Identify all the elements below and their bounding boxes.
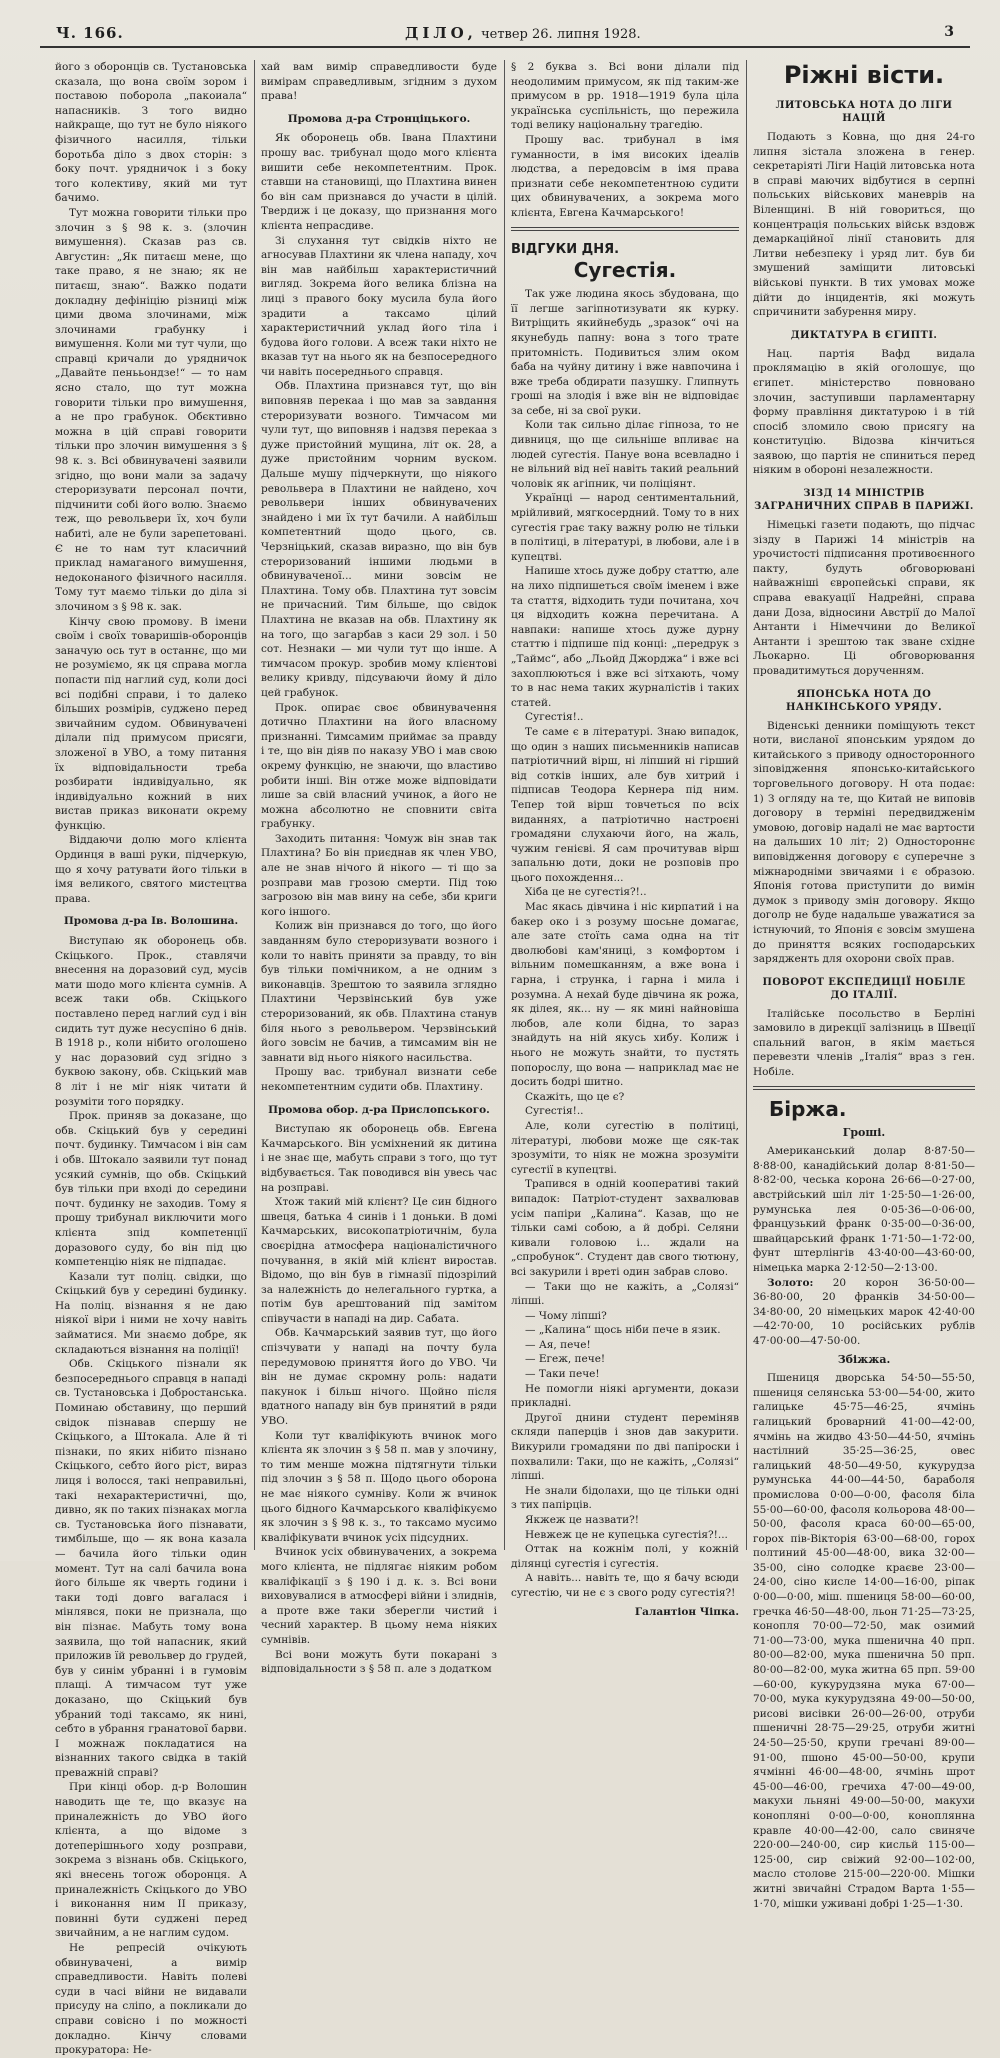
paragraph: А навіть... навіть те, що я бачу всюди сугестію, чи не є з свого роду сугестія?!: [511, 1572, 739, 1599]
paragraph: Прошу вас. трибунал в імя гуманности, в імя високих ідеалів людства, а передовсім в імя права признати себе некомпетентною судити цих обвинувачених, а зокрема мого клієнта, Евгена Качмарського!: [511, 133, 739, 219]
paragraph: Нац. партія Вафд видала проклямацію в якій оголошує, що єгипет. міністерство повновано злочин, заступивши парламентарну форму правління диктатурою і в тій спосіб зломило свою присягу на конституцію. Відозва кінчиться заявою, що партія не спиниться перед ніяким в обороні незалежности.: [753, 347, 975, 477]
paragraph: Подають з Ковна, що дня 24-го липня зістала зложена в генер. секретаріяті Ліги Націй литовська нота в справі маючих відбутися в серпні польських військових маневрів на Віленщині. В ній говориться, що концентрація польських військ вздовж демаркаційної лінії становить для Литви небезпеку і уряд лит. був би змушений заміщити литовські військові пункти. В тих умовах може дійти до інцидентів, які можуть спричинити забурення миру.: [753, 131, 975, 319]
column-rule: [746, 60, 747, 1550]
paragraph: § 2 буква з. Всі вони ділали під неодолимим примусом, як під таким-же примусом в рр. 1918—1919 була ціла українська суспільність, що пережила тоді велику національну трагедію.: [511, 61, 739, 132]
paragraph: Не знали бідолахи, що це тільки одні з тих папірців.: [511, 1484, 739, 1512]
gold-values: 20 корон 36·50·00—36·80·00, 20 франків 34·50·00—34·80·00, 20 німецьких марок 42·40·00—42·70·00, 10 російських рублів 47·00·00—47·50·00.: [753, 1276, 975, 1347]
paragraph: Скажіть, що це є?: [525, 1090, 625, 1103]
paragraph: Прок. приняв за доказане, що обв. Скіцький був у середині почт. будинку. Тимчасом і він сам і обв. Штокало заявили тут понад усякий сумнів, що обв. Скіцький був тільки при вході до середини почт. будинку не заходив. Тому я прошу трибунал виключити мого клієнта зпід компетенції доразового суду, бо він під цю компетенцію ніяк не підпадає.: [55, 1110, 247, 1269]
bourse-title: Біржа.: [769, 1096, 847, 1121]
paragraph: Не помогли ніякі аргументи, докази прикладні.: [511, 1382, 739, 1410]
news-headline: ЗІЗД 14 МІНІСТРІВ ЗАГРАНИЧНИХ СПРАВ В ПАРИЖІ.: [754, 488, 974, 513]
masthead-center: [405, 24, 641, 42]
paragraph: Колиж він признався до того, що його завданням було стероризувати возного і коли то навіть приняти за правду, то він був тільки помічником, а не одним з виконавців. Зрештою то заявила зглядно Плахтини Черзвінський був уже стероризований, як обв. Плахтина станув біля нього з револьвером. Черзвінський його зовсім не бачив, а тимсамим він не завнати від нього ніякого насильства.: [261, 920, 497, 1064]
dialogue-line: — Чому ліпші?: [525, 1309, 607, 1322]
section-heading: ВІДГУКИ ДНЯ.: [511, 241, 620, 257]
grain-heading: Збіжжа.: [837, 1352, 891, 1366]
column-3: [511, 60, 739, 1618]
news-headline: ПОВОРОТ ЕКСПЕДИЦІЇ НОБІЛЕ ДО ІТАЛІЇ.: [762, 976, 966, 1001]
paragraph: його з оборонців св. Тустановська сказала, що вона своїм зором і поставою поборола „пакоиала“ напасників. З того видно найкраще, що тут не було ніякого фізичного насилля, тільки боротьба діло з двох сторін: з боку почт. урядничок і з боку того колективу, який ми тут бачимо.: [55, 61, 247, 205]
author-signature: Галантіон Чіпка.: [634, 1605, 739, 1618]
paragraph: хай вам вимір справедливости буде вимірам справедливым, згідним з духом права!: [261, 61, 497, 103]
news-section-title: Ріжні вісти.: [783, 61, 945, 89]
paragraph: Обв. Качмарський заявив тут, що його спізчувати у нападі на почту була передумовою приняття його до УВО. Чи він не думає скромну роль: надати пакунок і більш нічого. Щойно після вдатного нападу він був принятий в ряди УВО.: [261, 1327, 497, 1428]
paragraph: Заходить питання: Чомуж він знав так Плахтина? Бо він приєднав як член УВО, але не знав нічого й нікого — ті що за розправи мав грозою смерти. Під тою загрозою він мав вину на себе, зби криги кого іншого.: [261, 832, 497, 918]
paragraph: Вчинок усіх обвинувачених, а зокрема мого клієнта, не підлягає ніяким робом кваліфікації з § 190 і д. к. з. Всі вони виховувалися в атмосфері війни і злиднів, а проте вже таки зберегли чистий і чесний характер. В цьому нема ніяких сумнівів.: [261, 1546, 497, 1646]
dialogue-line: — Таки що не кажіть, а „Солязі“ ліпші.: [511, 1280, 739, 1308]
paragraph: Віденські денники поміщують текст ноти, висланої японським урядом до китайського з приводу односторонного зіповідження японсько-китайського торговельного договору. Н ота подає: 1) З огляду на те, що Китай не виповів договору в терміні передвидженім умовою, договір надалі не має вартости на дальших 10 літ; 2) Одностороннє виповідження договору є суперечне з міжнародніми звичаями і є образою. Японія готова приступити до вимін думок з приводу змін договору. Якщо доголр не буде надальше уважатися за істнуючий, то Японія є зовсім змушена до приняття всяких господарських зарядженть для охорони своїх прав.: [753, 719, 975, 966]
gold-heading: Золото:: [767, 1276, 814, 1289]
paragraph: Казали тут поліц. свідки, що Скіцький був у середині будинку. На поліц. візнання я не даю ніякої віри і ними не хочу навіть займатися. Ми знаємо добре, як складаються візнання на поліції!: [55, 1270, 247, 1356]
news-headline: ЛИТОВСЬКА НОТА ДО ЛІГИ НАЦІЙ: [775, 100, 953, 124]
gold-rates: [753, 1276, 975, 1349]
paragraph: Виступаю як оборонець обв. Евгена Качмарського. Він усміхнений як дитина і не знає ще, мабуть справи з того, що тут відбувається. Так поводився він увесь час на розправі.: [261, 1123, 497, 1194]
column-rule: [254, 60, 255, 1550]
dialogue-line: — Ая, пече!: [525, 1338, 591, 1351]
paragraph: При кінці обор. д-р Волошин наводить ще те, що вказує на приналежність до УВО його клієнта, а що відоме з дотеперішнього ходу розправи, зокрема з візнань обв. Скіцького, які внесень тогож оборонця. А приналежність Скіцького до УВО і виконання ним II приказу, повинні бути суджені перед звичайним, а не наглим судом.: [55, 1781, 247, 1940]
paragraph: Кінчу свою промову. В імени своїм і своїх товаришів-оборонців заначую ось тут в останнє, що ми не розуміємо, як ця справа могла попасти під наглий суд, коли досі всі подібні справи, і то далеко більших розмірів, суджено перед звичайним судом. Обвинувачені ділали під примусом присяги, зложеної в УВО, а тому питання їх відповідальности треба розбирати індивідуально, як індивідуально кожний в них вистав приказ виконати окрему функцію.: [55, 615, 247, 832]
paragraph: Сугестія!..: [525, 1105, 584, 1118]
paragraph: Те саме є в літературі. Знаю випадок, що один з наших письменників написав патріотичний вірш, ні ліпший ні гірший від сотків інших, але був хитрий і підписав Теодора Кернера під ним. Тепер той вірш товчеться по всіх виданнях, а патріотично настроєні громадяни слухаючи його, на жаль, чужим генієві. Я сам прочитував вірш запальню доти, доки не розповів про цього похождення...: [511, 725, 739, 884]
paragraph: Якжеж це назвати?!: [525, 1514, 640, 1526]
section-divider: [511, 227, 739, 231]
paragraph: Виступаю як оборонець обв. Скіцького. Прок., ставлячи внесення на доразовий суд, мусів мати шодо мого клієнта сумнів. А всеж таки обв. Скіцького поставлено перед наглий суд і він сидить тут дуже несуспіно 6 днів. В 1918 р., коли нібито оголошено у нас доразовий суд згідно з буквою закону, обв. Скіцький мав 8 літ і не міг ніяк читати й розуміти того порядку.: [55, 935, 247, 1108]
paragraph: Напише хтось дуже добру статтю, але на лихо підпишеться своїм іменем і вже та стаття, відходить туди почитана, хоч ця відходить кожна перечитана. А навпаки: напише хтось дуже дурну статтю і підпише під конці: „передрук з „Таймс“, або „Льойд Джорджа“ і вже всі захоплюються і вже всі зітхають, чому то в нас нема таких журналістів і таких статей.: [511, 565, 739, 709]
page-number: 3: [944, 24, 954, 40]
section-divider: [753, 1086, 975, 1090]
masthead: [40, 22, 970, 48]
paragraph: Обв. Скіцького пізнали як безпосереднього справця в нападі св. Тустановська і Добростанська. Поминаю обставину, що перший свідок пізнавав спершу не Скіцького, а Штокала. Але й ті пізнаки, по яких нібито пізнано Скіцького, себто його ріст, вираз лиця і волосся, такі неправильні, такі нехарактеристичні, що, дивно, як по таких пізнаках могла св. Тустановська його пізнавати, тимбільше, що — як вона казала — бачила його тільки один момент. Тут на салі бачила вона його більше як чверть години і таки тоді довго вагалася і мінлявся, поки не признала, що він пізнає. Мабуть тому вона заявила, що той напасник, який приложив їй револьвер до грудей, був у синім убранні і в гумовім плащі. А тимчасом тут уже доказано, що Скіцький був убраний тоді таксамо, як нині, себто в убрання гранатової барви. І можнаж покладатися на візнанних такого свідка в такій преважній справі?: [55, 1358, 247, 1779]
dialogue-line: — Таки пече!: [525, 1368, 600, 1381]
speech-heading: Промова обор. д-ра Прислопського.: [268, 1103, 490, 1116]
paragraph: Зі слухання тут свідків ніхто не агносував Плахтини як члена нападу, хоч він мав найбільш характеристичний вигляд. Зокрема його велика блізна на лиці з правого боку мусила була його зрадити а таксамо цілий характеристичний уклад його тіла і будова його голови. А всеж таки ніхто не вказав тут на нього як на безпосередного чи навіть посереднього справця.: [261, 234, 497, 378]
paragraph: Не репресій очікують обвинувачені, а вимір справедливости. Навіть полеві суди в часі війни не видавали присуду на сліпо, а покликали до справи совісно і по можності докладно. Кінчу словами прокуратора: Не-: [55, 1942, 247, 2057]
paragraph: Німецькі газети подають, що підчас зізду в Парижі 14 міністрів на урочистості підписання противоєнного пакту, будуть обговорювані найважніші європейські справи, як справа евакуації Надрейні, справа дани Доза, відносини Австрії до Малої Антанти і Німеччини до Великої Антанти і зрештою так зване східне Льокарно. Ці обговорювання провадитимуться дорученням.: [753, 519, 975, 677]
exchange-rates: Американський долар 8·87·50—8·88·00, канадійський долар 8·81·50—8·82·00, чеська корона 26·66—0·27·00, австрійський шіл літ 1·25·50—1·26·00, румунська лея 0·05·36—0·06·00, французький франк 0·35·00—0·36·00, швайцарський франк 1·71·50—1·72·00, фунт штерлінгів 43·40·00—43·60·00, німецька марка 2·12·50—2·13·00.: [753, 1145, 975, 1274]
paragraph: Мас якась дівчина і ніс кирпатий і на бакер око і з розуму шосьнe домагає, але зате стоїть сама одна на тіт дволюбові кам'яниці, з комфортом і вільним помешканням, а вже вона і гарна, і струнка, і гарна і мила і розумна. А нехай буде дівчина як рожа, як ділея, як... ну — як мині найновіша любов, але коли бідна, то зараз знайдуть на ній якусь хибу. Колиж і нього не можуть знайти, то пустять попорослу, що вона — наприклад має не досить бодрі шитно.: [511, 901, 739, 1089]
paragraph: Італійське посольство в Берліні замовило в дирекції залізниць в Швеції спальний вагон, в якім мається перевезти членів „Італія“ враз з ген. Нобіле.: [753, 1007, 975, 1079]
paragraph: Віддаючи долю мого клієнта Ординця в ваші руки, підчеркую, що я хочу ратувати його тільки в імя великого, святого мистецтва права.: [55, 834, 247, 905]
paragraph: Обв. Плахтина признався тут, що він виповняв перекаа і що мав за завдання стероризувати возного. Тимчасом ми чули тут, що виповняв і надзвя перекаа з дуже пристойний мущина, літ ок. 28, а дуже пристойним чорним вуском. Дальше мушу підчеркнути, що ніякого револьвера в Плахтини не найдено, хоч револьвери інших обвинувачених знайдено і ми їх тут бачили. А найбільш компетентний щодо цього, св. Черзніцький, сказав виразно, що він був стероризований іншими людьми в обвинуваченої... мини зовсім не Плахтина. Тому обв. Плахтина тут зовсім не причасний. Тим більше, що свідок Плахтина не вказав на обв. Плахтину як на того, що загарбав з каси 29 зол. і 50 сот. Незнаки — ми чули тут що інше. А тимчасом прокур. зробив мому клієнтові велику кривду, підсуваючи йому й діло цей грабунок.: [261, 380, 497, 699]
issue-date: четвер 26. липня 1928.: [481, 27, 641, 42]
column-1: [55, 60, 247, 2057]
paragraph: Коли так сильно ділає гіпноза, то не дивниця, що ще сильніше впливає на людей сугестія. Пануе вона всевладно і не вільний від неї навіть такий реальний чоловік як агіпник, чи поліціянт.: [511, 419, 739, 490]
paragraph: Так уже людина якось збудована, що її легше загіпнотизувати як курку. Витріщить якийнебудь „зразок“ очі на якунебудь папну: вона з того трате притомність. Подивиться злим оком баба на чуйну дитину і вже навпочина і вже треба обдирати пазушку. Глипнуть гроші на злодія і вже він не відповідає за себе, ні за свої руки.: [511, 288, 739, 417]
column-2: [261, 60, 497, 1676]
paragraph: Але, коли сугестію в політиці, літературі, любови може ще сяк-так зрозуміти, то ніяк не можна зрозуміти сугестії в купецтві.: [511, 1119, 739, 1176]
paragraph: Як оборонець обв. Івана Плахтини прошу вас. трибунал щодо мого клієнта вишити себе некомпетентним. Прок. ставши на становищі, що Плахтина винен бо він сам признався до участи в цілій. Твердиж і це доказу, що признання мого клієнта непрасдиве.: [261, 132, 497, 232]
newspaper-name: ДІЛО,: [405, 24, 477, 42]
paragraph: Трапився в одній кооперативі такий випадок: Патріот-студент захвалював усім папіри „Калина“. Казав, що не тільки самі собою, а й добрі. Селяни кивали головою і... ждали на „спробунок“. Студент дав свого тютюну, всі закурили і вреті один забрав слово.: [511, 1178, 739, 1278]
paragraph: Другої днини студент переміняв скляди паперців і знов дав закурити. Викурили громадяни по дві папіроски і похвалили: Таки, що не кажіть, „Солязі“ ліпші.: [511, 1411, 739, 1483]
paragraph: Прошу вас. трибунал визнати себе некомпетентним судити обв. Плахтину.: [261, 1066, 497, 1093]
dialogue-line: — „Калина“ щось ніби пече в язик.: [525, 1324, 721, 1337]
news-headline: ЯПОНСЬКА НОТА ДО НАНКІНСЬКОГО УРЯДУ.: [786, 688, 942, 713]
paragraph: Українці — народ сентиментальний, мрійливий, мягкосердний. Тому то в них сугестія грає таку важну ролю не тільки в політиці, в літературі, в любови, але і в купецтві.: [511, 492, 739, 563]
paragraph: Хіба це не сугестія?!..: [525, 886, 647, 899]
issue-number: Ч. 166.: [56, 24, 124, 42]
grain-prices: Пшениця дворська 54·50—55·50, пшениця селянська 53·00—54·00, жито галицьке 45·75—46·25, ячмінь галицький броварний 41·00—42·00, ячмінь на жидво 43·50—44·50, ячмінь настілний 35·25—36·25, овес галицький 48·50—49·50, кукурудза румунська 44·00—44·50, бараболя промислова 0·00—0·00, фасоля біла 55·00—60·00, фасоля кольорова 48·00—50·00, фасоля краса 60·00—65·00, горох пів-Вікторія 63·00—68·00, горох полтиний 45·00—48·00, вика 32·00—35·00, сіно солодке краєве 23·00—24·00, сіно кисле 14·00—16·00, ріпак 0·00—0·00, міш. пшениця 58·00—60·00, гречка 46·50—48·00, льон 71·25—73·25, конопля 70·00—72·50, мак озимий 71·00—73·00, мука пшенична 40 прп. 80·00—82·00, мука пшенична 50 прп. 80·00—82·00, мука житна 65 прп. 59·00—60·00, кукурудзяна мука 67·00—70·00, мука кукурудзяна 49·00—50·00, рисові висівки 26·00—26·00, отруби пшеничні 28·75—29·25, отруби житні 24·50—25·50, крупи гречані 89·00—91·00, пшоно 45·00—50·00, крупи ячмінні 46·00—48·00, ячмінь шрот 45·00—46·00, гречиха 47·00—49·00, макухи льняні 49·00—50·00, макухи конопляні 0·00—0·00, коноплянна кравле 40·00—42·00, сало свиняче 220·00—240·00, сир кисльй 115·00—125·00, сир свіжий 92·00—102·00, масло столове 215·00—220·00. Мішки житні звичайні Страдом Варта 1·55—1·70, мішки уживані добрі 1·25—1·30.: [753, 1372, 975, 1910]
paragraph: Оттак на кожнім полі, у кожній ділянці сугестія і сугестія.: [511, 1543, 739, 1570]
paragraph: Тут можна говорити тільки про злочин з § 98 к. з. (злочин вимушення). Сказав раз св. Августин: „Як питаєш мене, що таке право, я не знаю; як не питаєш, знаю“. Важко подати докладну дефініцію різниці між цими двома злочинами, між злочинами грабунку і вимушення. Коли ми тут чули, що справці кричали до урядничок „Давайтe пенььондзе!“ — то нам ясно стало, що тут можна говорити тільки про вимушення, а не про грабунок. Обєктивно можна в цій справі говорити тільки про злочин вимушення з § 98 к. з. Всі обвинувачені заявили згідно, що вони мали за задачу стероризувати персонал почти, підчинити собі його волю. Знаємо теж, що револьвери їх, хоч були набиті, але не були зарепетовані. Є не то нам тут класичний приклад намаганого вимушення, недоконаного фізичного насилля. Тому тут маємо тільки до діла зі злочином з § 98 к. зак.: [55, 206, 247, 613]
column-rule: [504, 60, 505, 1550]
paragraph: Сугестія!..: [525, 711, 584, 724]
paragraph: Невжеж це не купецька сугестія?!...: [525, 1528, 728, 1541]
paragraph: Прок. опирає своє обвинувачення дотично Плахтини на його власному признанні. Тимсамим приймає за правду і те, що він діяв по наказу УВО і мав свою окрему функцію, не знаючи, що властиво робити інші. Він отже може відповідати лише за свій власний учинок, а його не можна абсолютно не сповнити світа грабунку.: [261, 701, 497, 831]
column-4: [753, 60, 975, 1910]
paragraph: Всі вони можуть бути покарані з відповідальности з § 58 п. але з додатком: [261, 1648, 497, 1676]
news-headline: ДИКТАТУРА В ЄГИПТІ.: [790, 329, 938, 341]
money-heading: Гроші.: [842, 1125, 886, 1139]
speech-heading: Промова д-ра Стронціцького.: [287, 112, 471, 125]
feature-title: Сугестія.: [573, 258, 677, 283]
paragraph: Хтож такий мій клієнт? Це син бідного швеця, батька 4 синів і 1 доньки. В домі Качмарських, високопатріотичнім, була своєрідна атмосфера націоналістичного почування, в якій мій клієнт виростав. Відомо, що він був в гімназії підозрілий за належність до нелегального гуртка, а потім був арештований під замітом співучасти в нападі на дир. Сабата.: [261, 1196, 497, 1325]
speech-heading: Промова д-ра Ів. Волошина.: [63, 915, 239, 928]
dialogue-line: — Егеж, пече!: [525, 1353, 606, 1366]
paragraph: Коли тут кваліфікують вчинок мого клієнта як злочин з § 58 п. мав у злочину, то тим менше можна підтягнути тільки під злочин з § 58 п. Щодо цього оборона не має ніякого сумніву. Коли ж вчинок цього бідного Качмарського кваліфікуємо як злочин з § 98 к. з., то таксамо мусимо кваліфікувати вчинок усіх підсудних.: [261, 1429, 497, 1544]
